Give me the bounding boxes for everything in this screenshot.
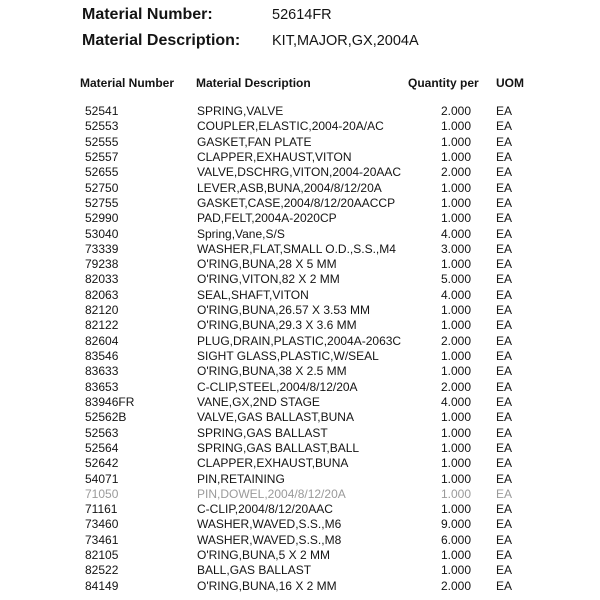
description-cell: WASHER,WAVED,S.S.,M8 — [197, 532, 342, 547]
material-number-label: Material Number: — [82, 6, 213, 23]
quantity-cell: 1.000 — [440, 425, 471, 440]
description-cell: SPRING,GAS BALLAST,BALL — [197, 440, 360, 455]
uom-cell: EA — [496, 318, 513, 333]
material-number-cell: 82033 — [85, 272, 119, 287]
description-cell: VANE,GX,2ND STAGE — [197, 394, 320, 409]
material-number-cell: 82122 — [85, 318, 119, 333]
description-cell: VALVE,DSCHRG,VITON,2004-20AAC — [197, 165, 402, 180]
description-cell: LEVER,ASB,BUNA,2004/8/12/20A — [197, 180, 382, 195]
quantity-cell: 1.000 — [440, 471, 471, 486]
table-row — [0, 334, 600, 349]
quantity-cell: 1.000 — [440, 134, 471, 149]
quantity-cell: 9.000 — [440, 517, 471, 532]
uom-cell: EA — [496, 486, 513, 501]
quantity-cell: 2.000 — [440, 104, 471, 118]
quantity-cell: 4.000 — [440, 394, 471, 409]
material-number-cell: 53040 — [85, 226, 119, 241]
description-cell: GASKET,CASE,2004/8/12/20AACCP — [197, 195, 396, 210]
uom-cell: EA — [496, 211, 513, 226]
material-number-line — [0, 5, 600, 25]
material-number-cell: 71050 — [85, 486, 119, 501]
uom-cell: EA — [496, 563, 513, 578]
table-row — [0, 227, 600, 242]
uom-cell: EA — [496, 548, 513, 563]
table-row — [0, 548, 600, 563]
uom-cell: EA — [496, 349, 513, 363]
material-number-cell: 83653 — [85, 379, 119, 394]
description-cell: C-CLIP,STEEL,2004/8/12/20A — [197, 379, 358, 394]
material-number-cell: 52555 — [85, 134, 119, 149]
table-row — [0, 119, 600, 134]
description-cell: PAD,FELT,2004A-2020CP — [197, 211, 337, 226]
description-cell: SPRING,VALVE — [197, 104, 284, 118]
uom-cell: EA — [496, 287, 513, 302]
material-number-cell: 82105 — [85, 548, 119, 563]
column-header-quantity-per: Quantity per — [408, 76, 479, 90]
material-number-cell: 73460 — [85, 517, 119, 532]
quantity-cell: 1.000 — [440, 318, 471, 333]
column-header-material-number: Material Number — [80, 76, 175, 90]
uom-cell: EA — [496, 149, 513, 164]
uom-cell: EA — [496, 180, 513, 195]
description-cell: VALVE,GAS BALLAST,BUNA — [197, 410, 354, 425]
quantity-cell: 1.000 — [440, 211, 471, 226]
uom-cell: EA — [496, 364, 513, 379]
quantity-cell: 1.000 — [440, 180, 471, 195]
material-number-cell: 52655 — [85, 165, 119, 180]
table-row — [0, 395, 600, 410]
material-number-cell: 82063 — [85, 287, 119, 302]
uom-cell: EA — [496, 517, 513, 532]
uom-cell: EA — [496, 303, 513, 318]
description-cell: WASHER,WAVED,S.S.,M6 — [197, 517, 342, 532]
quantity-cell: 1.000 — [440, 119, 471, 134]
table-row — [0, 563, 600, 578]
uom-cell: EA — [496, 104, 513, 118]
quantity-cell: 4.000 — [440, 287, 471, 302]
quantity-cell: 1.000 — [440, 563, 471, 578]
table-row — [0, 441, 600, 456]
material-number-cell: 73339 — [85, 241, 119, 256]
material-number-cell: 52562B — [85, 410, 127, 425]
quantity-cell: 1.000 — [440, 303, 471, 318]
uom-cell: EA — [496, 119, 513, 134]
table-row — [0, 303, 600, 318]
material-number-cell: 83946FR — [85, 394, 135, 409]
quantity-cell: 1.000 — [440, 456, 471, 471]
description-cell: SIGHT GLASS,PLASTIC,W/SEAL — [197, 349, 379, 363]
material-number-cell: 52750 — [85, 180, 119, 195]
description-cell: O'RING,BUNA,29.3 X 3.6 MM — [197, 318, 357, 333]
table-row — [0, 242, 600, 257]
table-row — [0, 364, 600, 379]
uom-cell: EA — [496, 502, 513, 517]
material-number-cell: 52755 — [85, 195, 119, 210]
description-cell: SEAL,SHAFT,VITON — [197, 287, 309, 302]
quantity-cell: 5.000 — [440, 272, 471, 287]
description-cell: PLUG,DRAIN,PLASTIC,2004A-2063C — [197, 333, 402, 348]
table-row — [0, 579, 600, 594]
table-header — [0, 75, 600, 91]
uom-cell: EA — [496, 471, 513, 486]
description-cell: O'RING,VITON,82 X 2 MM — [197, 272, 340, 287]
uom-cell: EA — [496, 134, 513, 149]
quantity-cell: 1.000 — [440, 195, 471, 210]
quantity-cell: 1.000 — [440, 440, 471, 455]
table-row — [0, 181, 600, 196]
table-row — [0, 196, 600, 211]
material-number-cell: 52990 — [85, 211, 119, 226]
material-number-cell: 52557 — [85, 149, 119, 164]
quantity-cell: 1.000 — [440, 410, 471, 425]
description-cell: WASHER,FLAT,SMALL O.D.,S.S.,M4 — [197, 241, 396, 256]
table-row — [0, 533, 600, 548]
description-cell: O'RING,BUNA,28 X 5 MM — [197, 257, 337, 272]
table-row — [0, 288, 600, 303]
quantity-cell: 1.000 — [440, 548, 471, 563]
uom-cell: EA — [496, 226, 513, 241]
table-row — [0, 104, 600, 119]
description-cell: GASKET,FAN PLATE — [197, 134, 312, 149]
description-cell: C-CLIP,2004/8/12/20AAC — [197, 502, 333, 517]
quantity-cell: 3.000 — [440, 241, 471, 256]
material-number-cell: 52541 — [85, 104, 119, 118]
table-row — [0, 380, 600, 395]
uom-cell: EA — [496, 165, 513, 180]
material-number-cell: 73461 — [85, 532, 119, 547]
description-cell: BALL,GAS BALLAST — [197, 563, 312, 578]
table-row — [0, 517, 600, 532]
uom-cell: EA — [496, 379, 513, 394]
quantity-cell: 2.000 — [440, 578, 471, 593]
quantity-cell: 4.000 — [440, 226, 471, 241]
uom-cell: EA — [496, 410, 513, 425]
description-cell: PIN,DOWEL,2004/8/12/20A — [197, 486, 346, 501]
uom-cell: EA — [496, 456, 513, 471]
material-number-cell: 82120 — [85, 303, 119, 318]
material-number-cell: 83633 — [85, 364, 119, 379]
table-row — [0, 456, 600, 471]
table-row — [0, 165, 600, 180]
table-row — [0, 472, 600, 487]
table-row — [0, 272, 600, 287]
material-number-cell: 71161 — [85, 502, 118, 517]
uom-cell: EA — [496, 333, 513, 348]
quantity-cell: 6.000 — [440, 532, 471, 547]
quantity-cell: 1.000 — [440, 149, 471, 164]
column-header-material-description: Material Description — [196, 76, 311, 90]
material-description-line — [0, 31, 600, 51]
uom-cell: EA — [496, 272, 513, 287]
table-row — [0, 502, 600, 517]
description-cell: COUPLER,ELASTIC,2004-20A/AC — [197, 119, 384, 134]
quantity-cell: 1.000 — [440, 364, 471, 379]
description-cell: O'RING,BUNA,16 X 2 MM — [197, 578, 337, 593]
description-cell: PIN,RETAINING — [197, 471, 285, 486]
uom-cell: EA — [496, 394, 513, 409]
material-description-value: KIT,MAJOR,GX,2004A — [272, 33, 419, 49]
quantity-cell: 2.000 — [440, 379, 471, 394]
uom-cell: EA — [496, 440, 513, 455]
description-cell: SPRING,GAS BALLAST — [197, 425, 328, 440]
uom-cell: EA — [496, 532, 513, 547]
material-number-cell: 52563 — [85, 425, 119, 440]
table-row — [0, 211, 600, 226]
quantity-cell: 1.000 — [440, 486, 471, 501]
material-number-cell: 83546 — [85, 349, 119, 363]
material-description-label: Material Description: — [82, 32, 241, 49]
table-row — [0, 410, 600, 425]
table-row — [0, 318, 600, 333]
uom-cell: EA — [496, 257, 513, 272]
description-cell: CLAPPER,EXHAUST,VITON — [197, 149, 352, 164]
description-cell: O'RING,BUNA,5 X 2 MM — [197, 548, 330, 563]
uom-cell: EA — [496, 241, 513, 256]
material-number-cell: 79238 — [85, 257, 119, 272]
description-cell: CLAPPER,EXHAUST,BUNA — [197, 456, 349, 471]
quantity-cell: 1.000 — [440, 257, 471, 272]
uom-cell: EA — [496, 578, 513, 593]
material-number-value: 52614FR — [272, 7, 332, 23]
material-number-cell: 84149 — [85, 578, 119, 593]
table-row — [0, 257, 600, 272]
uom-cell: EA — [496, 195, 513, 210]
table-row — [0, 135, 600, 150]
table-row — [0, 487, 600, 502]
material-number-cell: 54071 — [85, 471, 119, 486]
uom-cell: EA — [496, 425, 513, 440]
quantity-cell: 1.000 — [440, 502, 471, 517]
table-row — [0, 349, 600, 364]
quantity-cell: 1.000 — [440, 349, 471, 363]
quantity-cell: 2.000 — [440, 333, 471, 348]
description-cell: O'RING,BUNA,26.57 X 3.53 MM — [197, 303, 371, 318]
material-number-cell: 52553 — [85, 119, 119, 134]
material-number-cell: 52642 — [85, 456, 119, 471]
material-number-cell: 82604 — [85, 333, 119, 348]
material-number-cell: 52564 — [85, 440, 119, 455]
description-cell: O'RING,BUNA,38 X 2.5 MM — [197, 364, 347, 379]
table-row — [0, 426, 600, 441]
table-body — [0, 104, 600, 594]
table-row — [0, 150, 600, 165]
description-cell: Spring,Vane,S/S — [197, 226, 285, 241]
column-header-uom: UOM — [496, 76, 524, 90]
material-number-cell: 82522 — [85, 563, 119, 578]
quantity-cell: 2.000 — [440, 165, 471, 180]
